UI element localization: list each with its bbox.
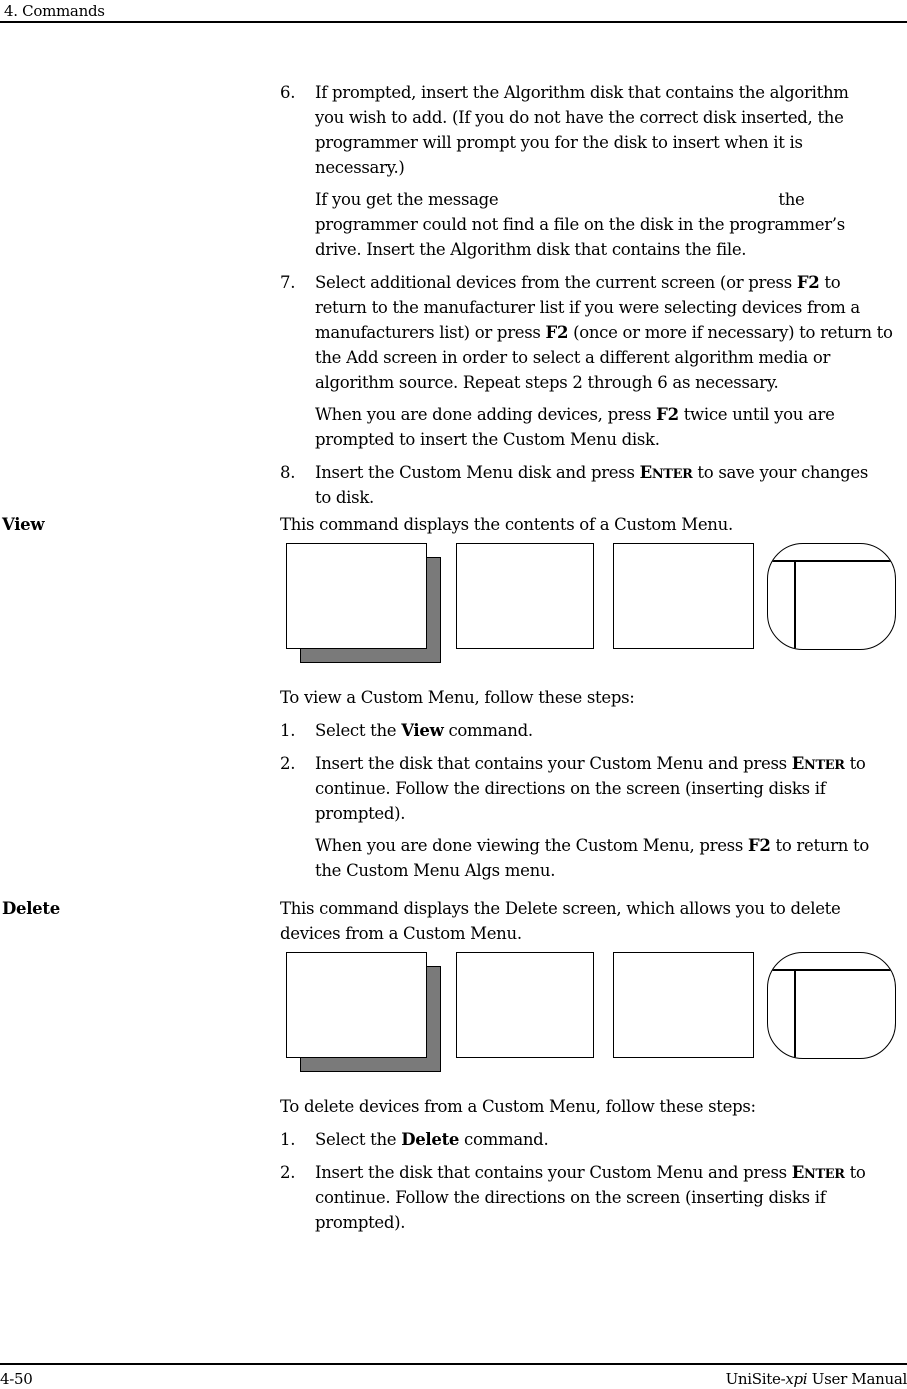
text-line <box>315 1160 907 1185</box>
text-segment: twice until you are <box>678 405 835 424</box>
text-line <box>315 130 907 155</box>
text-segment: return to the manufacturer list if you were selecting devices from a <box>315 298 860 317</box>
text-line <box>315 460 907 485</box>
step-6-body <box>315 80 907 262</box>
disk-top-line <box>768 560 895 562</box>
text-line <box>280 921 907 946</box>
step-7-body <box>315 270 907 452</box>
text-segment: you wish to add. (If you do not have the correct disk inserted, the <box>315 108 844 127</box>
text-segment: Select the <box>315 721 402 740</box>
text-segment: Delete <box>401 1130 460 1149</box>
text-segment: programmer could not find a file on the disk in the programmer’s <box>315 215 845 234</box>
paragraph <box>315 402 907 452</box>
text-segment: ENTER <box>791 1163 845 1182</box>
page-header <box>0 0 907 23</box>
text-segment: to <box>844 754 866 773</box>
text-segment: To view a Custom Menu, follow these steps: <box>280 688 635 707</box>
step-number: 7. <box>280 273 296 292</box>
view-step-1 <box>280 718 907 743</box>
text-line <box>315 237 907 262</box>
text-segment: to <box>819 273 841 292</box>
text-segment: ENTER <box>791 754 845 773</box>
figure-blank-screen <box>456 952 594 1058</box>
figure-overlapping-screens <box>286 952 441 1072</box>
disk-left-line <box>794 560 796 649</box>
text-segment: Insert the disk that contains your Custom Menu and press <box>315 754 792 773</box>
step-number: 2. <box>280 1163 296 1182</box>
view-section <box>280 512 907 883</box>
page-number: 4-50 <box>0 1370 33 1388</box>
text-segment: devices from a Custom Menu. <box>280 924 522 943</box>
view-intro <box>280 512 907 537</box>
text-line <box>315 320 907 345</box>
delete-section <box>280 896 907 1235</box>
delete-intro <box>280 896 907 946</box>
delete-command-label: Delete <box>2 899 60 918</box>
step-number: 2. <box>280 754 296 773</box>
view-steps <box>280 718 907 883</box>
text-segment: command. <box>443 721 533 740</box>
text-segment: F2 <box>656 405 679 424</box>
step-number: 8. <box>280 463 296 482</box>
custom-menu-figure-row <box>286 952 907 1072</box>
figure-blank-screen <box>613 952 754 1058</box>
numbered-steps <box>280 80 907 510</box>
paragraph <box>280 685 907 710</box>
view-step-2 <box>280 751 907 883</box>
text-line <box>315 485 907 510</box>
text-segment: Select additional devices from the current screen (or press <box>315 273 797 292</box>
text-segment: prompted to insert the Custom Menu disk. <box>315 430 660 449</box>
text-segment: View <box>401 721 444 740</box>
text-line <box>315 402 907 427</box>
custom-menu-figure-row <box>286 543 907 663</box>
text-line <box>315 105 907 130</box>
text-line <box>280 512 907 537</box>
delete-step-2 <box>280 1160 907 1235</box>
text-segment: When you are done viewing the Custom Menu, press <box>315 836 748 855</box>
text-line <box>315 1185 907 1210</box>
text-segment: manufacturers list) or press <box>315 323 546 342</box>
text-segment: If prompted, insert the Algorithm disk that contains the algorithm <box>315 83 849 102</box>
text-line <box>280 1094 907 1119</box>
view-command-label: View <box>2 515 45 534</box>
figure-disk-outline <box>767 952 896 1059</box>
view-step-1-body <box>315 718 907 743</box>
text-segment: F2 <box>747 836 771 855</box>
text-segment: To delete devices from a Custom Menu, follow these steps: <box>280 1097 756 1116</box>
text-line <box>315 187 907 212</box>
disk-top-line <box>768 969 895 971</box>
figure-front-rect <box>286 543 427 649</box>
text-line <box>315 1127 907 1152</box>
paragraph <box>280 896 907 946</box>
text-line <box>315 427 907 452</box>
view-steps-intro <box>280 685 907 710</box>
text-line <box>315 370 907 395</box>
text-line <box>315 212 907 237</box>
text-segment: (once or more if necessary) to return to <box>568 323 893 342</box>
delete-step-2-body <box>315 1160 907 1235</box>
text-line <box>315 833 907 858</box>
text-segment: This command displays the Delete screen, which allows you to delete <box>280 899 841 918</box>
text-segment: prompted). <box>315 804 406 823</box>
text-segment: Insert the Custom Menu disk and press <box>315 463 640 482</box>
text-segment: the Custom Menu Algs menu. <box>315 861 556 880</box>
paragraph <box>315 460 907 510</box>
manual-title-prefix: UniSite- <box>725 1370 786 1388</box>
step-number: 1. <box>280 1130 296 1149</box>
view-step-2-body <box>315 751 907 883</box>
figure-blank-screen <box>456 543 594 649</box>
step-8-body <box>315 460 907 510</box>
figure-front-rect <box>286 952 427 1058</box>
text-segment: continue. Follow the directions on the screen (inserting disks if <box>315 779 826 798</box>
chapter-header: 4. Commands <box>4 2 105 20</box>
text-line <box>280 685 907 710</box>
page-footer <box>0 1363 907 1389</box>
delete-step-1-body <box>315 1127 907 1152</box>
text-line <box>315 80 907 105</box>
step-number: 1. <box>280 721 296 740</box>
text-segment: the Add screen in order to select a different algorithm media or <box>315 348 831 367</box>
text-segment: Insert the disk that contains your Custom Menu and press <box>315 1163 792 1182</box>
step-8 <box>280 460 907 510</box>
text-segment: necessary.) <box>315 158 405 177</box>
text-line <box>315 718 907 743</box>
paragraph <box>315 1127 907 1152</box>
manual-title-model: xpi <box>785 1370 808 1388</box>
paragraph <box>315 187 907 262</box>
text-segment: F2 <box>796 273 820 292</box>
text-segment: to disk. <box>315 488 374 507</box>
text-segment: prompted). <box>315 1213 406 1232</box>
text-segment: programmer will prompt you for the disk to insert when it is <box>315 133 803 152</box>
paragraph <box>315 1160 907 1235</box>
paragraph <box>315 270 907 395</box>
text-line <box>315 155 907 180</box>
figure-overlapping-screens <box>286 543 441 663</box>
paragraph <box>280 512 907 537</box>
paragraph <box>315 718 907 743</box>
paragraph <box>315 751 907 826</box>
text-line <box>280 896 907 921</box>
figure-blank-screen <box>613 543 754 649</box>
disk-left-line <box>794 969 796 1058</box>
text-line <box>315 801 907 826</box>
text-segment: continue. Follow the directions on the screen (inserting disks if <box>315 1188 826 1207</box>
text-line <box>315 1210 907 1235</box>
paragraph <box>315 833 907 883</box>
text-segment: This command displays the contents of a Custom Menu. <box>280 515 733 534</box>
delete-step-1 <box>280 1127 907 1152</box>
text-segment: If you get the message <box>315 190 499 209</box>
text-line <box>315 345 907 370</box>
paragraph <box>315 80 907 180</box>
text-segment: When you are done adding devices, press <box>315 405 657 424</box>
manual-title-suffix: User Manual <box>807 1370 907 1388</box>
text-line <box>315 858 907 883</box>
text-segment: to <box>844 1163 866 1182</box>
text-segment: the <box>778 190 805 209</box>
text-segment: to save your changes <box>692 463 868 482</box>
text-segment: drive. Insert the Algorithm disk that contains the file. <box>315 240 747 259</box>
step-number: 6. <box>280 83 296 102</box>
paragraph <box>280 1094 907 1119</box>
delete-steps <box>280 1127 907 1235</box>
text-line <box>315 270 907 295</box>
text-segment: Select the <box>315 1130 402 1149</box>
text-segment: F2 <box>545 323 569 342</box>
step-6 <box>280 80 907 262</box>
figure-disk-outline <box>767 543 896 650</box>
text-segment: algorithm source. Repeat steps 2 through 6 as necessary. <box>315 373 779 392</box>
text-segment: ENTER <box>639 463 693 482</box>
delete-steps-intro <box>280 1094 907 1119</box>
text-line <box>315 751 907 776</box>
text-segment: command. <box>459 1130 549 1149</box>
text-line <box>315 295 907 320</box>
text-segment: to return to <box>770 836 869 855</box>
text-line <box>315 776 907 801</box>
manual-title <box>726 1369 907 1389</box>
step-7 <box>280 270 907 452</box>
